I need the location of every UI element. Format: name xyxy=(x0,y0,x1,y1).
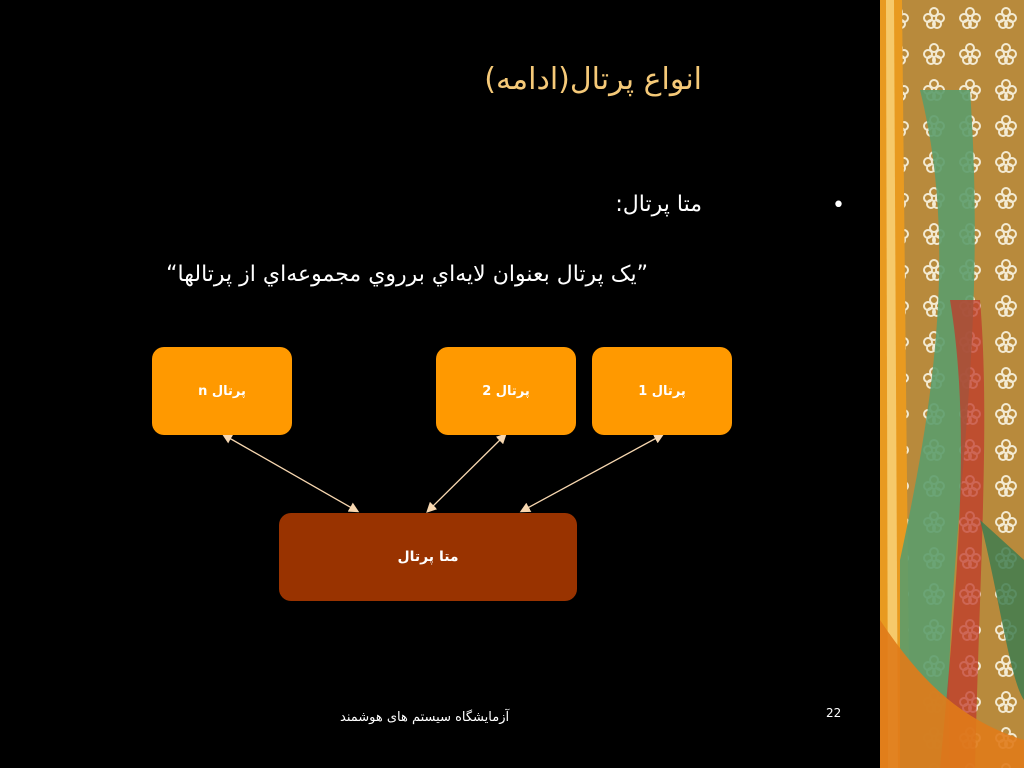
bullet-text: متا پرتال: xyxy=(615,192,702,217)
portal-1-label: پرتال 1 xyxy=(638,383,686,399)
slide-title: انواع پرتال(ادامه) xyxy=(484,62,702,97)
decorative-pattern-icon xyxy=(880,0,1024,768)
arrow-portal-2 xyxy=(428,435,505,511)
bullet-icon: • xyxy=(832,193,845,218)
portal-2-label: پرتال 2 xyxy=(482,383,530,399)
arrow-portal-n xyxy=(224,435,357,511)
portal-1-box xyxy=(592,347,732,435)
portal-n-box xyxy=(152,347,292,435)
portal-n-label: پرتال n xyxy=(198,383,246,399)
portal-2-box xyxy=(436,347,576,435)
meta-portal-box xyxy=(279,513,577,601)
quote-text: ”یک پرتال بعنوان لایه‌اي برروي مجموعه‌اي از پرتالها“ xyxy=(166,262,648,287)
arrow-portal-1 xyxy=(522,435,662,511)
footer-text: آزمایشگاه سیستم های هوشمند xyxy=(340,710,510,725)
meta-portal-label: متا پرتال xyxy=(397,549,459,565)
page-number: 22 xyxy=(826,706,842,720)
decorative-border-image xyxy=(880,0,1024,768)
